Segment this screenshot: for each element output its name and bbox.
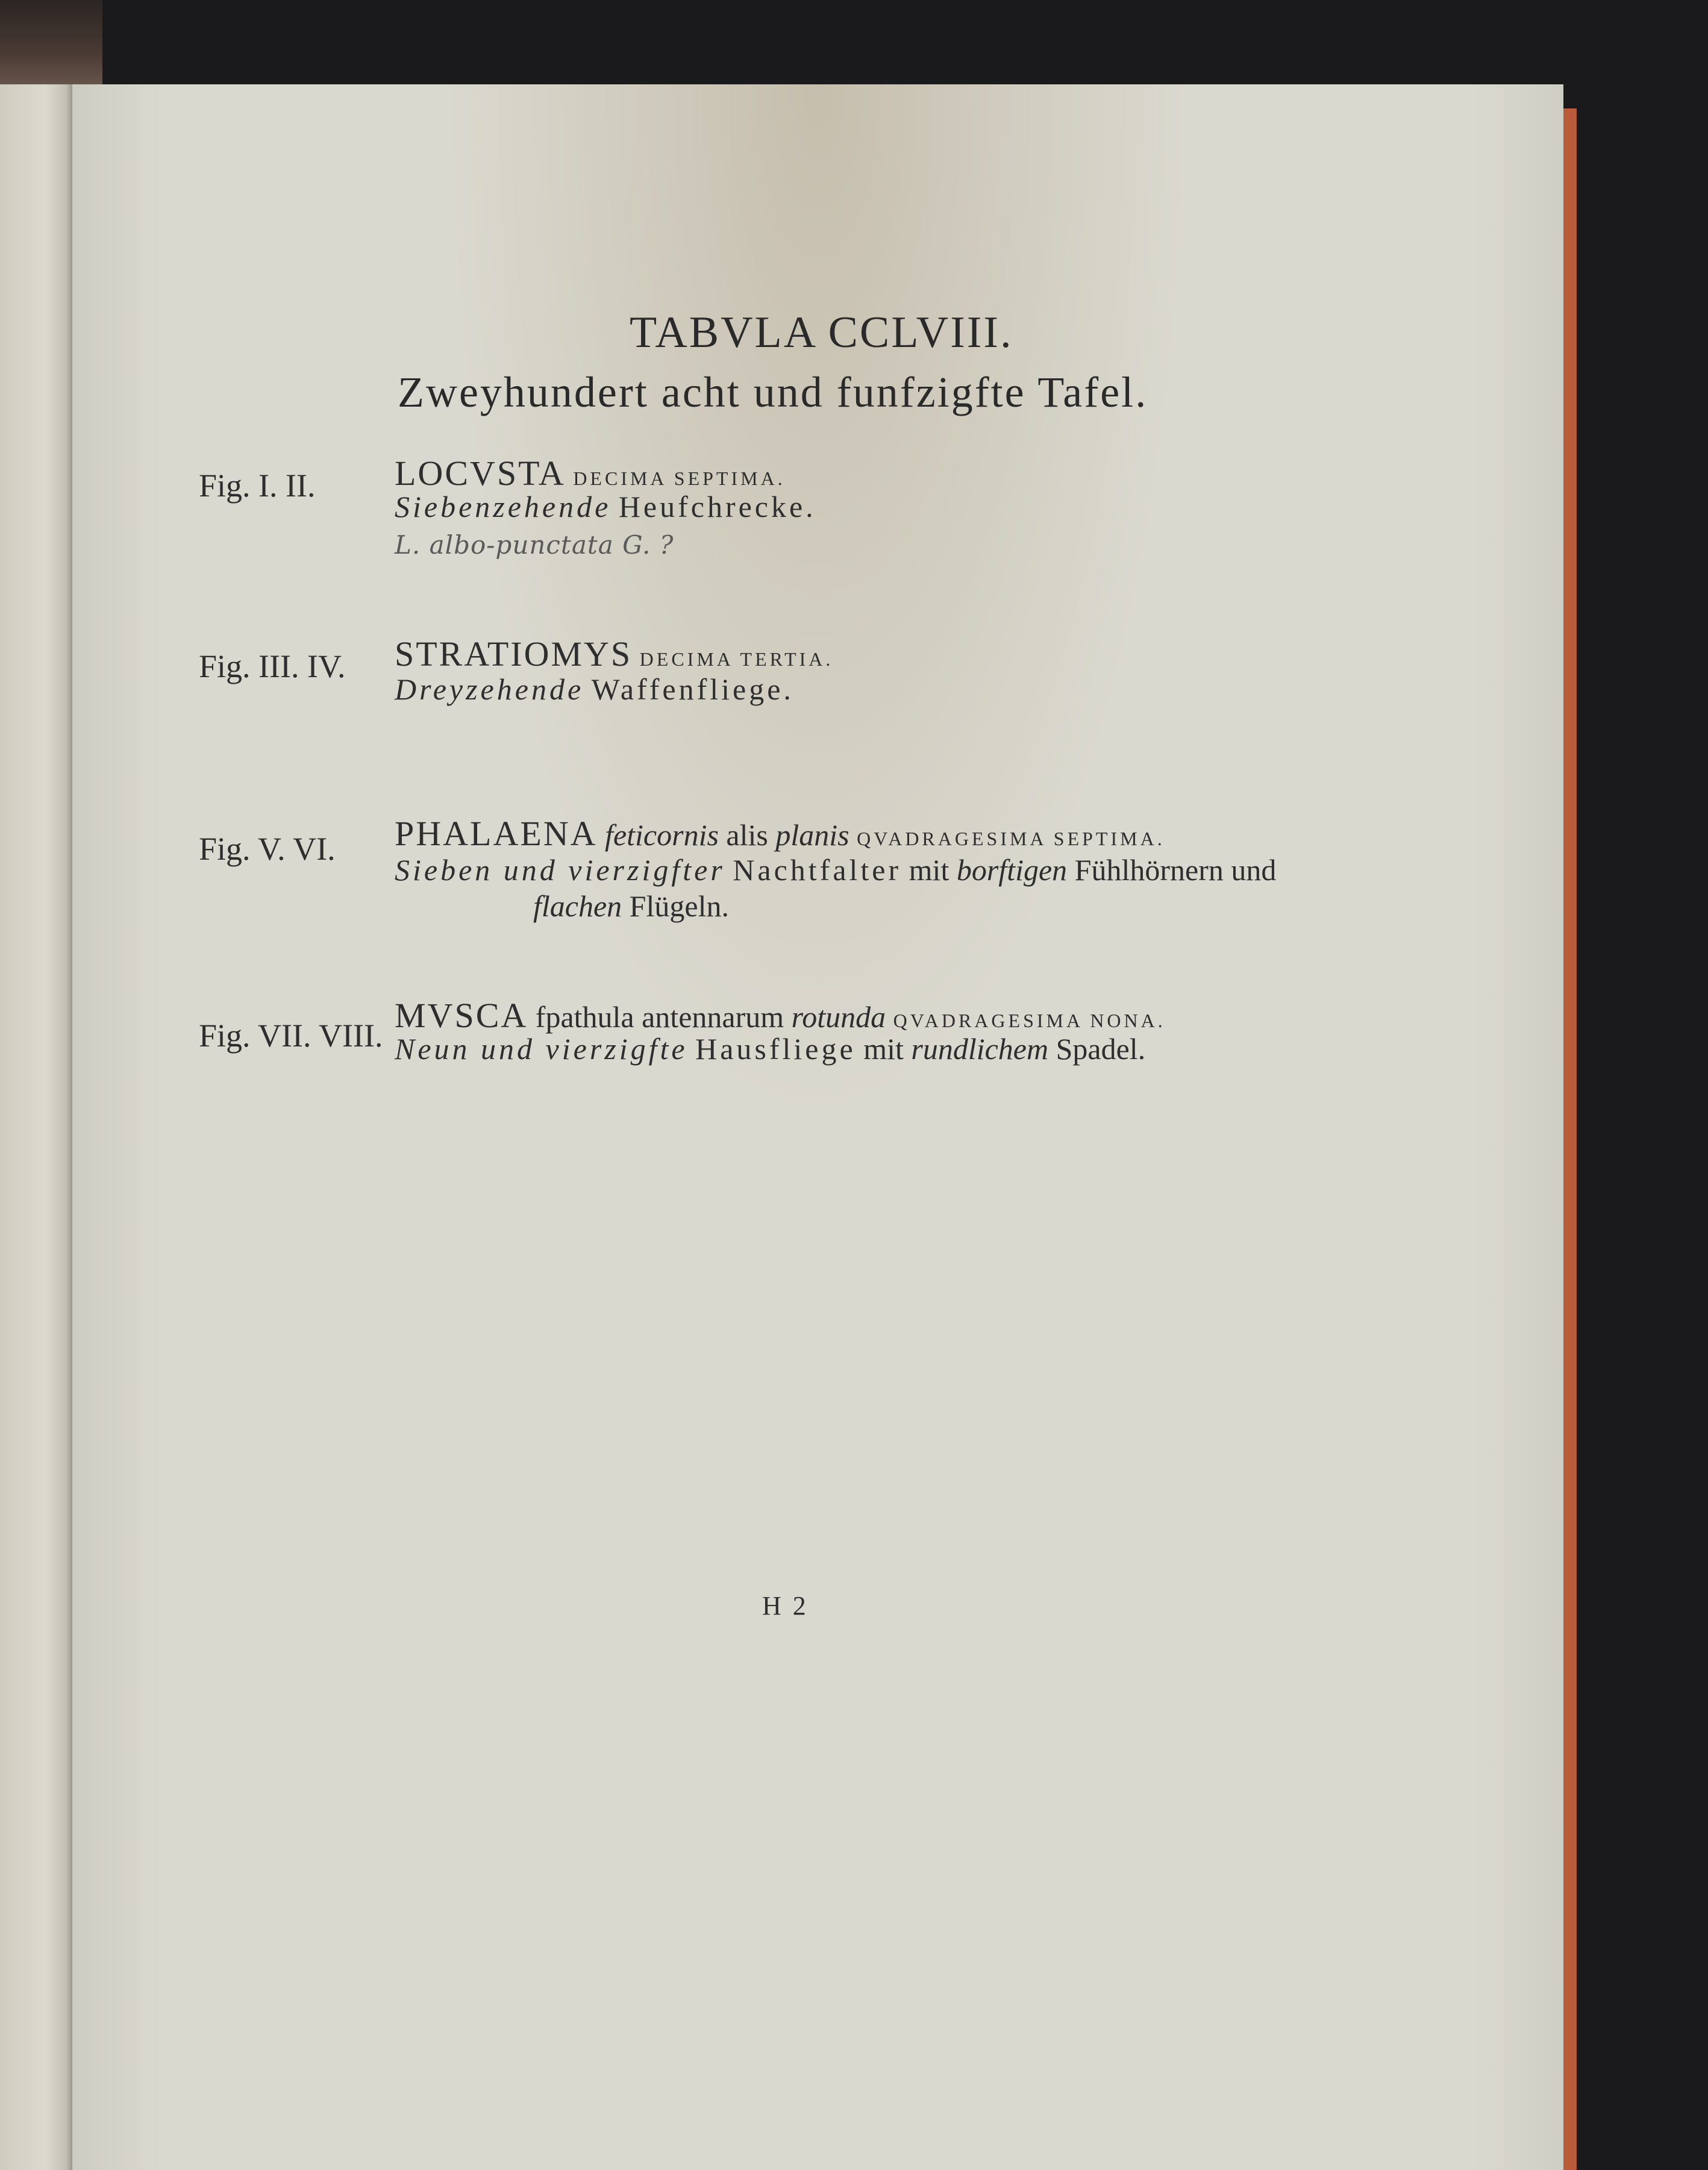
german-word: Fühlhörnern und [1074, 853, 1277, 887]
handwritten-annotation: L. albo-punctata G. ? [395, 530, 674, 560]
entry-latin-line [395, 995, 1166, 1036]
figure-label: Fig. VII. VIII. [199, 1018, 383, 1054]
entry-german-line [395, 489, 816, 524]
species-number: QVADRAGESIMA NONA. [893, 1010, 1166, 1031]
species-number: DECIMA SEPTIMA. [573, 467, 786, 489]
german-ordinal: Siebenzehende [395, 490, 612, 524]
figure-label: Fig. V. VI. [199, 831, 336, 867]
genus-name: STRATIOMYS [395, 634, 633, 674]
entry-latin-line [395, 453, 786, 493]
german-name: Heufchrecke. [618, 490, 816, 524]
plate-title: TABVLA CCLVIII. [630, 308, 1013, 357]
plate-subtitle: Zweyhundert acht und funfzigfte Tafel. [398, 368, 1148, 416]
latin-descriptor: planis [775, 818, 849, 852]
page-edge [1563, 108, 1577, 2170]
entry-german-line [395, 672, 794, 707]
german-descriptor: flachen [533, 889, 622, 923]
genus-name: LOCVSTA [395, 454, 566, 493]
genus-name: PHALAENA [395, 814, 598, 853]
german-name: Hausfliege [695, 1032, 856, 1066]
latin-word: alis [726, 818, 768, 852]
genus-name: MVSCA [395, 996, 528, 1035]
entry-german-line [395, 1031, 1145, 1066]
species-number: DECIMA TERTIA. [639, 648, 834, 670]
entry-german-line [395, 852, 1276, 887]
entry-latin-line [395, 634, 833, 674]
book-binding [0, 0, 102, 90]
german-ordinal: Dreyzehende [395, 672, 584, 706]
german-ordinal: Neun und vierzigfte [395, 1032, 688, 1066]
german-descriptor: rundlichem [911, 1032, 1049, 1066]
german-word: Flügeln. [629, 889, 729, 923]
latin-descriptor: rotunda [791, 1000, 886, 1034]
figure-label: Fig. III. IV. [199, 648, 346, 684]
figure-label: Fig. I. II. [199, 467, 316, 504]
latin-descriptor: feticornis [605, 818, 719, 852]
german-word: Spadel. [1056, 1032, 1146, 1066]
species-number: QVADRAGESIMA SEPTIMA. [857, 828, 1165, 849]
german-name: Waffenfliege. [591, 672, 794, 706]
entry-latin-line [395, 813, 1165, 854]
latin-word: fpathula antennarum [535, 1000, 784, 1034]
german-ordinal: Sieben und vierzigfter [395, 853, 725, 887]
german-word: mit [863, 1032, 904, 1066]
left-page-edge [0, 84, 75, 2170]
entry-german-continuation [533, 889, 729, 924]
german-word: mit [909, 853, 949, 887]
german-name: Nachtfalter [733, 853, 902, 887]
signature-mark: H 2 [762, 1591, 809, 1621]
german-descriptor: borftigen [956, 853, 1068, 887]
